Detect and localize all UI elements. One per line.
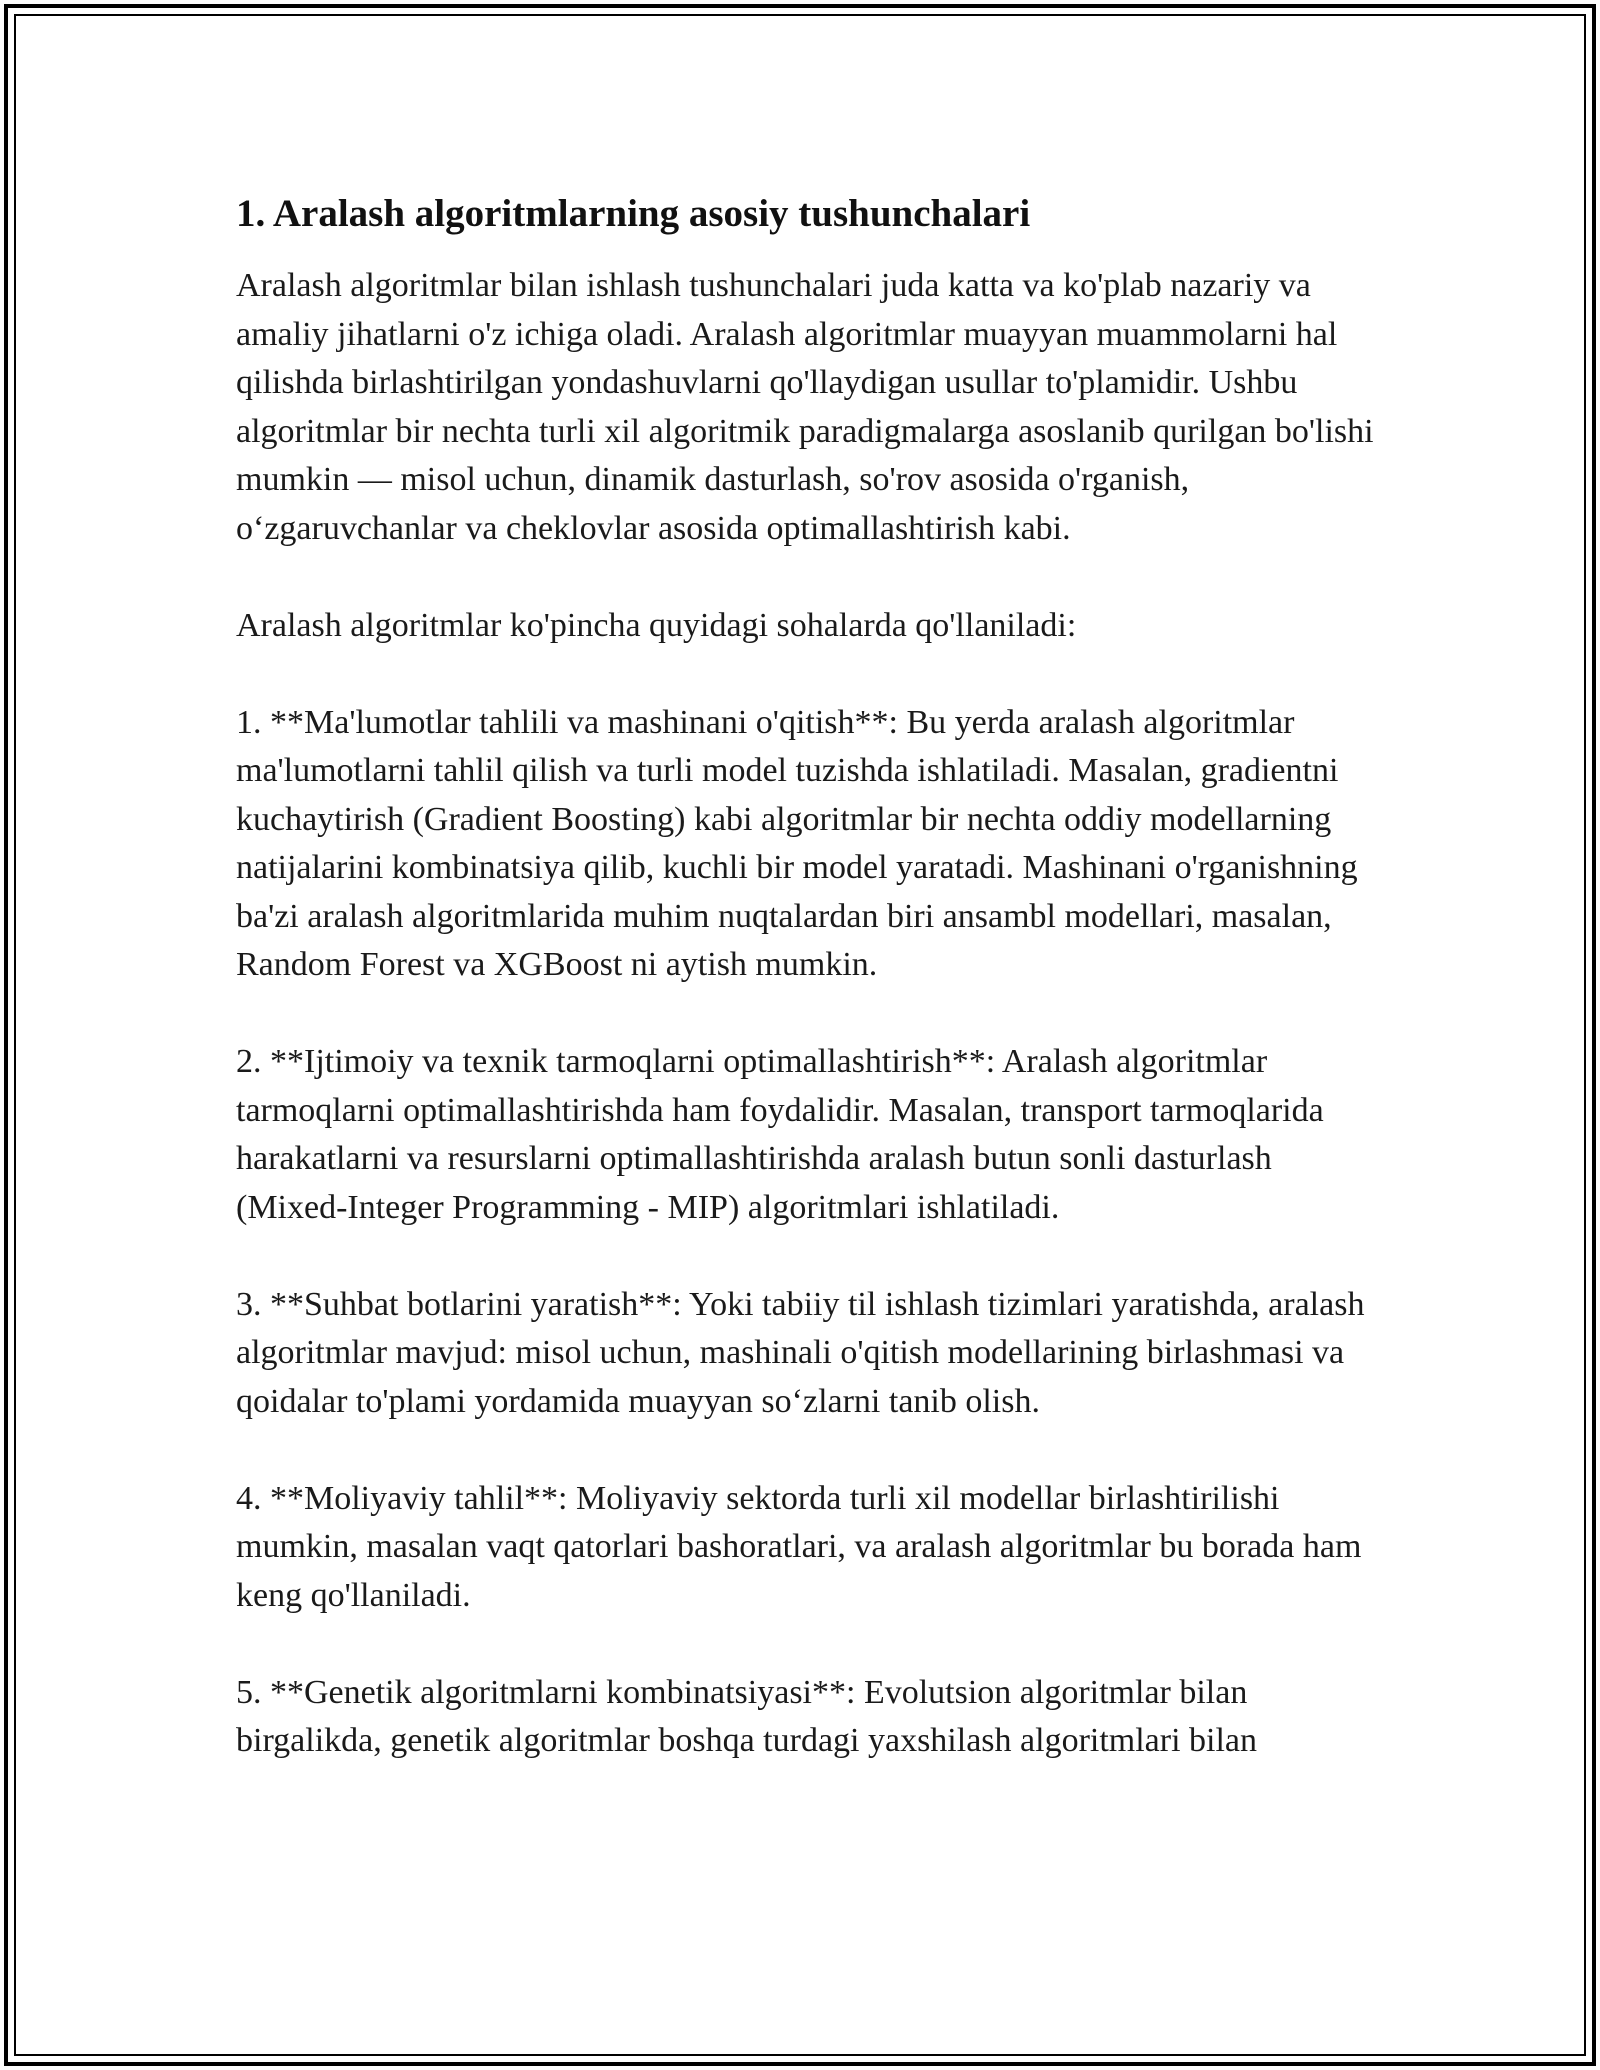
- list-item-network-optimization: 2. **Ijtimoiy va texnik tarmoqlarni optimallashtirish**: Aralash algoritmlar tarmoqlarni optimallashtirishda ham foydalidir. Masalan, transport tarmoqlarida harakatlarni va resurslarni optimallashtirishda aralash butun sonli dasturlash (Mixed-Integer Programming - MIP) algoritmlari ishlatiladi.: [236, 1043, 1324, 1226]
- list-item-data-analysis: 1. **Ma'lumotlar tahlili va mashinani o'qitish**: Bu yerda aralash algoritmlar ma'lumotlarni tahlil qilish va turli model tuzishda ishlatiladi. Masalan, gradientni kuchaytirish (Gradient Boosting) kabi algoritmlar bir nechta oddiy modellarning natijalarini kombinatsiya qilib, kuchli bir model yaratadi. Mashinani o'rganishning ba'zi aralash algoritmlarida muhim nuqtalardan biri ansambl modellari, masalan, Random Forest va XGBoost ni aytish mumkin.: [236, 703, 1358, 983]
- applications-lead-paragraph: Aralash algoritmlar ko'pincha quyidagi sohalarda qo'llaniladi:: [236, 606, 1077, 644]
- list-item-chatbots: 3. **Suhbat botlarini yaratish**: Yoki tabiiy til ishlash tizimlari yaratishda, aralash algoritmlar mavjud: misol uchun, mashinali o'qitish modellarining birlashmasi va qoidalar to'plami yordamida muayyan so‘zlarni tanib olish.: [236, 1285, 1365, 1420]
- section-heading: 1. Aralash algoritmlarning asosiy tushunchalari: [236, 192, 1031, 235]
- list-item-financial-analysis: 4. **Moliyaviy tahlil**: Moliyaviy sektorda turli xil modellar birlashtirilishi mumkin, masalan vaqt qatorlari bashoratlari, va aralash algoritmlar bu borada ham keng qo'llaniladi.: [236, 1479, 1362, 1614]
- intro-paragraph: Aralash algoritmlar bilan ishlash tushunchalari juda katta va ko'plab nazariy va amaliy jihatlarni o'z ichiga oladi. Aralash algoritmlar muayyan muammolarni hal qilishda birlashtirilgan yondashuvlarni qo'llaydigan usullar to'plamidir. Ushbu algoritmlar bir nechta turli xil algoritmik paradigmalarga asoslanib qurilgan bo'lishi mumkin — misol uchun, dinamik dasturlash, so'rov asosida o'rganish, o‘zgaruvchanlar va cheklovlar asosida optimallashtirish kabi.: [236, 267, 1374, 547]
- list-item-genetic-algorithms: 5. **Genetik algoritmlarni kombinatsiyasi**: Evolutsion algoritmlar bilan birgalikda, genetik algoritmlar boshqa turdagi yaxshilash algoritmlari bilan: [236, 1673, 1258, 1759]
- document-body: [236, 186, 1376, 1814]
